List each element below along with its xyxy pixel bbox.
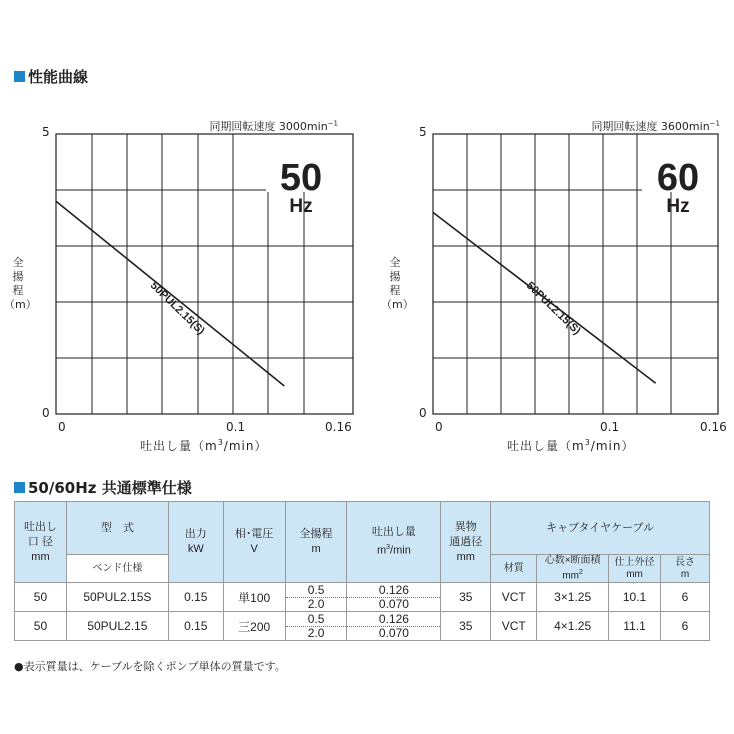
spec-title: 50/60Hz 共通標準仕様 bbox=[28, 479, 192, 497]
y-tick-top: 5 bbox=[42, 125, 50, 139]
x-tick: 0.1 bbox=[226, 420, 246, 434]
y-label-char: 程 bbox=[12, 284, 24, 297]
header-cable: キャブタイヤケーブル bbox=[491, 502, 710, 555]
header-text: kW bbox=[187, 543, 204, 556]
header-text: m bbox=[680, 568, 690, 580]
header-text: V bbox=[250, 543, 258, 556]
y-tick-bottom: 0 bbox=[42, 406, 50, 420]
speed-text: 同期回転速度 3600min bbox=[591, 120, 710, 133]
blue-square-icon bbox=[14, 71, 25, 82]
speed-sup: −1 bbox=[709, 119, 720, 128]
header-cores bbox=[537, 555, 609, 583]
cell-flow bbox=[347, 612, 441, 641]
cell-length: 6 bbox=[661, 583, 710, 612]
cell-head-bottom: 2.0 bbox=[307, 625, 325, 640]
x-label-text: 吐出し量（m bbox=[140, 439, 218, 453]
y-tick-top: 5 bbox=[419, 125, 427, 139]
header-text: 通過径 bbox=[449, 535, 483, 548]
header-text: 吐出し量 bbox=[371, 526, 416, 539]
header-model: 型 式 bbox=[66, 502, 168, 555]
header-text: 仕上外径 bbox=[614, 556, 655, 568]
cell-outlet: 50 bbox=[15, 583, 67, 612]
cell-flow-bottom: 0.070 bbox=[378, 596, 409, 611]
cell-od: 11.1 bbox=[609, 612, 661, 641]
cell-head-top: 0.5 bbox=[286, 584, 347, 598]
header-power bbox=[168, 502, 223, 583]
blue-square-icon bbox=[14, 482, 25, 493]
spec-table bbox=[14, 501, 710, 641]
header-text: 口 径 bbox=[27, 535, 53, 548]
hz-number: 50 bbox=[279, 157, 323, 199]
cell-model: 50PUL2.15S bbox=[66, 583, 168, 612]
y-label-char: 全 bbox=[389, 256, 401, 269]
header-sup: 2 bbox=[579, 569, 583, 576]
header-text: m bbox=[376, 544, 387, 557]
header-text: mm bbox=[456, 550, 475, 563]
cell-flow-bottom: 0.070 bbox=[378, 625, 409, 640]
chart-60hz bbox=[375, 118, 734, 458]
y-label-char: （m） bbox=[4, 298, 37, 311]
header-text: mm bbox=[31, 550, 50, 563]
table-row bbox=[15, 612, 710, 641]
header-material: 材質 bbox=[491, 555, 537, 583]
hz-unit: Hz bbox=[666, 196, 690, 217]
cell-head-top: 0.5 bbox=[286, 613, 347, 627]
y-label-char: 揚 bbox=[12, 270, 24, 283]
cell-power: 0.15 bbox=[168, 583, 223, 612]
y-label-char: 程 bbox=[389, 284, 401, 297]
y-label-char: （m） bbox=[381, 298, 414, 311]
header-od bbox=[609, 555, 661, 583]
header-outlet bbox=[15, 502, 67, 583]
performance-curve-title: 性能曲線 bbox=[28, 68, 89, 86]
cell-flow bbox=[347, 583, 441, 612]
x-label-sup: 3 bbox=[584, 438, 591, 447]
x-label-suffix: /min） bbox=[223, 439, 268, 453]
header-text: mm bbox=[626, 568, 643, 580]
cell-od: 10.1 bbox=[609, 583, 661, 612]
x-tick: 0.16 bbox=[700, 420, 727, 434]
cell-cores: 3×1.25 bbox=[537, 583, 609, 612]
cell-outlet: 50 bbox=[15, 612, 67, 641]
x-tick: 0 bbox=[435, 420, 443, 434]
header-text: 吐出し bbox=[23, 520, 57, 533]
y-tick-bottom: 0 bbox=[419, 406, 427, 420]
cell-flow-top: 0.126 bbox=[347, 584, 440, 598]
y-label-char: 揚 bbox=[389, 270, 401, 283]
header-phase bbox=[223, 502, 285, 583]
speed-sup: −1 bbox=[327, 119, 338, 128]
footnote: ●表示質量は、ケーブルを除くポンプ単体の質量です。 bbox=[14, 660, 286, 673]
series-label: 50PUL2.15(S) bbox=[523, 279, 583, 338]
header-text: 異物 bbox=[454, 520, 477, 533]
hz-unit: Hz bbox=[289, 196, 313, 217]
table-header-row bbox=[15, 502, 710, 555]
header-sup: 3 bbox=[386, 544, 391, 552]
cell-phase: 単100 bbox=[223, 583, 285, 612]
performance-curve-heading bbox=[14, 66, 88, 87]
x-axis-label bbox=[507, 437, 634, 454]
header-length bbox=[661, 555, 710, 583]
header-text: /min bbox=[390, 544, 411, 557]
header-cores-unit bbox=[537, 567, 608, 582]
header-flow-unit bbox=[347, 540, 440, 559]
cell-head bbox=[285, 612, 347, 641]
header-solid bbox=[441, 502, 491, 583]
header-text: 長さ bbox=[675, 556, 695, 568]
header-flow bbox=[347, 502, 441, 583]
table-row bbox=[15, 583, 710, 612]
x-tick: 0.1 bbox=[600, 420, 620, 434]
cell-phase: 三200 bbox=[223, 612, 285, 641]
x-label-suffix: /min） bbox=[590, 439, 635, 453]
header-text: 全揚程 bbox=[299, 528, 333, 541]
x-tick: 0 bbox=[58, 420, 66, 434]
cell-cores: 4×1.25 bbox=[537, 612, 609, 641]
header-text: mm bbox=[562, 570, 579, 582]
speed-text: 同期回転速度 3000min bbox=[209, 120, 328, 133]
header-text: 相･電圧 bbox=[234, 528, 274, 541]
hz-number: 60 bbox=[656, 157, 700, 199]
header-head bbox=[285, 502, 347, 583]
cell-solid: 35 bbox=[441, 583, 491, 612]
chart-50hz bbox=[0, 118, 360, 458]
x-label-text: 吐出し量（m bbox=[507, 439, 585, 453]
x-tick: 0.16 bbox=[325, 420, 352, 434]
cell-flow-top: 0.126 bbox=[347, 613, 440, 627]
cell-model: 50PUL2.15 bbox=[66, 612, 168, 641]
header-bend: ベンド仕様 bbox=[66, 555, 168, 583]
x-axis-label bbox=[140, 437, 267, 454]
y-label-char: 全 bbox=[12, 256, 24, 269]
spec-heading bbox=[14, 477, 192, 498]
header-text: m bbox=[311, 543, 321, 556]
cell-power: 0.15 bbox=[168, 612, 223, 641]
x-label-sup: 3 bbox=[217, 438, 224, 447]
cell-length: 6 bbox=[661, 612, 710, 641]
header-text: 出力 bbox=[184, 528, 207, 541]
cell-solid: 35 bbox=[441, 612, 491, 641]
cell-head bbox=[285, 583, 347, 612]
cell-material: VCT bbox=[491, 583, 537, 612]
header-text: 心数×断面積 bbox=[544, 555, 601, 566]
cell-head-bottom: 2.0 bbox=[307, 596, 325, 611]
series-label: 50PUL2.15(S) bbox=[147, 279, 207, 338]
cell-material: VCT bbox=[491, 612, 537, 641]
